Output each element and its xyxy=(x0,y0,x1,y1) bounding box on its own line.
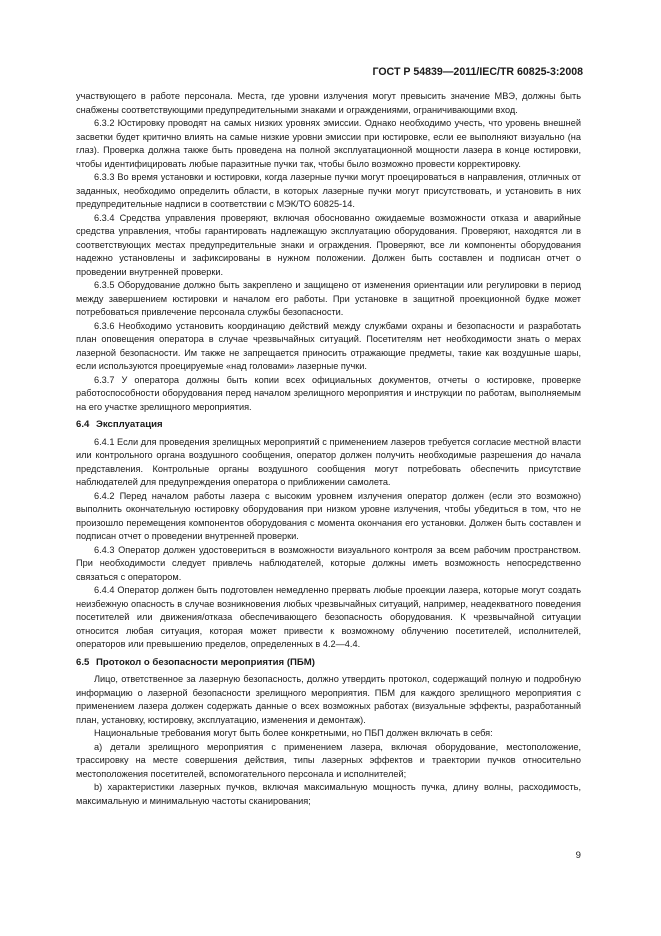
section-number: 6.4 xyxy=(76,419,90,430)
page-body xyxy=(76,90,581,808)
paragraph-6-3-6: 6.3.6 Необходимо установить координацию действий между службами охраны и безопасности и разработать план оповещения оператора в случае чрезвычайных ситуаций. Посетителям нет необходимости знать о мерах лазерной безопасности. Им также не запрещается приносить отражающие предметы, такие как воздушные шары, если используются проецируемые «над головами» лазерные пучки. xyxy=(76,320,581,371)
paragraph-6-3-5: 6.3.5 Оборудование должно быть закреплено и защищено от изменения ориентации или регулировки в период между завершением юстировки и началом его работы. При установке в защитной проекционной будке может потребоваться привлечение персонала службы безопасности. xyxy=(76,280,581,317)
paragraph-6-3-4: 6.3.4 Средства управления проверяют, включая обоснованно ожидаемые возможности отказа и аварийные средства управления, чтобы гарантировать надлежащую эксплуатацию оборудования. Проверяют, находятся ли в соответствующих местах предупредительные знаки и ограждения. Проверяют, все ли компоненты оборудования надежно установлены и зафиксированы в нужном положении. Должен быть составлен и подписан отчет о проведении внутренней проверки. xyxy=(76,212,581,277)
paragraph-6-3-3: 6.3.3 Во время установки и юстировки, когда лазерные пучки могут проецироваться в направления, отличных от заданных, необходимо определить области, в которых лазерные пучки могут присутствовать, и установить в них предупредительные надписи в соответствии с МЭК/ТО 60825-14. xyxy=(76,172,581,209)
paragraph-6-3-7: 6.3.7 У оператора должны быть копии всех официальных документов, отчеты о юстировке, проверке работоспособности оборудования перед началом зрелищного мероприятия и инструкции по работам, выполняемым на его участке зрелищного мероприятия. xyxy=(76,374,581,412)
paragraph-6-3-2: 6.3.2 Юстировку проводят на самых низких уровнях эмиссии. Однако необходимо учесть, что уровень внешней засветки будет критично влиять на самые низкие уровни эмиссии при юстировке, если ее выполняют визуально (на глаз). Проверка должна также быть проведена на полной эксплуатационной мощности лазера в конце юстировки, чтобы идентифицировать любые паразитные пучки так, чтобы было возможно провести корректировку. xyxy=(76,118,581,169)
paragraph-6-4-4: 6.4.4 Оператор должен быть подготовлен немедленно прервать любые проекции лазера, которые могут создать неизбежную опасность в случае возникновения любых чрезвычайных ситуаций, например, неадекватного поведения посетителей или движения/отказа обеспечивающего безопасность оборудования. К чрезвычайной ситуации относится любая ситуация, которая может привести к возможному облучению посетителей, исполнителей, операторов или превышению пределов, определенных в 4.2—4.4. xyxy=(76,585,581,649)
page-number: 9 xyxy=(575,850,581,861)
list-item-b: b) характеристики лазерных пучков, включая максимальную мощность пучка, длину волны, расходимость, максимальную и минимальную частоты сканирования; xyxy=(76,782,581,806)
document-code-header: ГОСТ Р 54839—2011/IEC/TR 60825-3:2008 xyxy=(372,66,583,78)
section-number: 6.5 xyxy=(76,656,90,668)
section-title: Протокол о безопасности мероприятия (ПБМ) xyxy=(96,656,315,668)
list-item-a: a) детали зрелищного мероприятия с применением лазера, включая оборудование, местоположение, трассировку на месте совершения действия, типы лазерных эффектов и траектории пучков относительно местоположения посетителей, вспомогательного персонала и исполнителей; xyxy=(76,741,581,779)
paragraph-6-4-3: 6.4.3 Оператор должен удостовериться в возможности визуального контроля за всем рабочим пространством. При необходимости следует привлечь наблюдателей, которые должны иметь возможность непосредственно связаться с оператором. xyxy=(76,544,581,582)
paragraph-6-4-1: 6.4.1 Если для проведения зрелищных мероприятий с применением лазеров требуется согласие местной власти или контрольного органа воздушного сообщения, оператор должен получить необходимые разрешения до начала представления. Контрольные органы воздушного сообщения могут потребовать обеспечить присутствие наблюдателей для предупреждения оператора о приближении самолета. xyxy=(76,436,581,487)
paragraph: Национальные требования могут быть более конкретными, но ПБП должен включать в себя: xyxy=(94,728,493,738)
section-title: Эксплуатация xyxy=(96,419,163,430)
paragraph: Лицо, ответственное за лазерную безопасность, должно утвердить протокол, содержащий полную и подробную информацию о лазерной безопасности зрелищного мероприятия. ПБМ для каждого зрелищного мероприятия с применением лазера должен содержать данные о всех возможных работах (визуальные эффекты, разработанный план, установку, юстировку, эксплуатацию, изменения и демонтаж). xyxy=(76,674,581,725)
section-heading-6-5 xyxy=(76,656,581,670)
paragraph-6-4-2: 6.4.2 Перед началом работы лазера с высоким уровнем излучения оператор должен (если это возможно) выполнить окончательную юстировку оборудования при низком уровне излучения, чтобы убедиться в том, что не произошло перемещения компонентов оборудования с момента окончания его установки. Должен быть составлен и подписан отчет о проведении внутренней проверки. xyxy=(76,490,581,541)
paragraph: участвующего в работе персонала. Места, где уровни излучения могут превысить значение МВЭ, должны быть снабжены соответствующими предупредительными знаками и ограждениями, ограничивающими вход. xyxy=(76,91,581,115)
section-heading-6-4 xyxy=(76,418,581,432)
